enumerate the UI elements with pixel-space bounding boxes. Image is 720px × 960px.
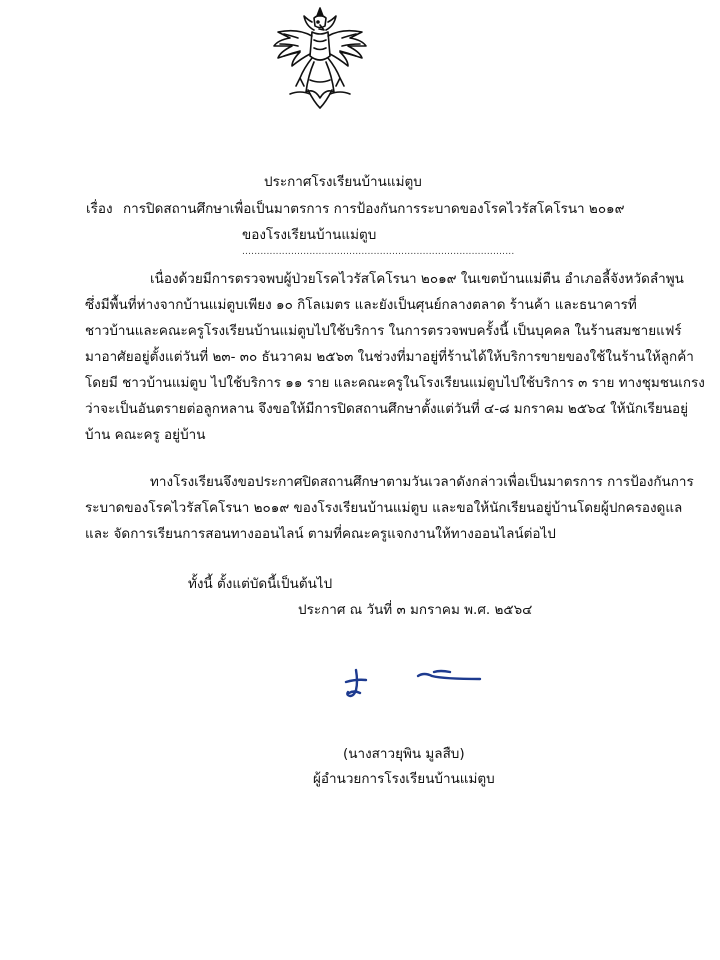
paragraph1-line: โดยมี ชาวบ้านแม่ตูบ ไปใช้บริการ ๑๑ ราย และคณะครูในโรงเรียนแม่ตูบไปใช้บริการ ๓ ราย ทางชุมชนเกรง	[85, 375, 705, 391]
paragraph1-line: บ้าน คณะครู อยู่บ้าน	[85, 427, 206, 443]
garuda-emblem-icon	[270, 6, 370, 110]
subject-label: เรื่อง	[86, 201, 113, 217]
paragraph1-line: เนื่องด้วยมีการตรวจพบผู้ป่วยโรคไวรัสโคโรนา ๒๐๑๙ ในเขตบ้านแม่ตืน อำเภอลี้จังหวัดลำพูน	[150, 271, 684, 287]
separator-line: .........................................................................................	[242, 247, 515, 257]
paragraph1-line: ชาวบ้านและคณะครูโรงเรียนบ้านแม่ตูบไปใช้บริการ ในการตรวจพบครั้งนี้ เป็นบุคคล ในร้านสมชายแฟร์	[85, 323, 682, 339]
signer-name: (นางสาวยุพิน มูลสืบ)	[343, 746, 465, 762]
paragraph2-line: ระบาดของโรคไวรัสโคโรนา ๒๐๑๙ ของโรงเรียนบ้านแม่ตูบ และขอให้นักเรียนอยู่บ้านโดยผู้ปกครองดูแล	[85, 500, 683, 516]
subject-text: การปิดสถานศึกษาเพื่อเป็นมาตรการ การป้องกันการระบาดของโรคไวรัสโคโรนา ๒๐๑๙	[123, 201, 625, 217]
signer-position: ผู้อำนวยการโรงเรียนบ้านแม่ตูบ	[313, 771, 495, 787]
paragraph1-line: ว่าจะเป็นอันตรายต่อลูกหลาน จึงขอให้มีการปิดสถานศึกษาตั้งแต่วันที่ ๔-๘ มกราคม ๒๕๖๔ ให้นักเรียนอยู่	[85, 401, 689, 417]
handwritten-signature	[340, 660, 490, 700]
subject-continuation: ของโรงเรียนบ้านแม่ตูบ	[242, 227, 377, 243]
closing-statement: ทั้งนี้ ตั้งแต่บัดนี้เป็นต้นไป	[188, 576, 333, 592]
paragraph1-line: มาอาศัยอยู่ตั้งแต่วันที่ ๒๓- ๓๐ ธันวาคม ๒๕๖๓ ในช่วงที่มาอยู่ที่ร้านได้ให้บริการขายของใช้ในร้านให้ลูกค้า	[85, 349, 694, 365]
paragraph1-line: ซึ่งมีพื้นที่ห่างจากบ้านแม่ตูบเพียง ๑๐ กิโลเมตร และยังเป็นศุนย์กลางตลาด ร้านค้า และธนาคารที่	[85, 297, 637, 313]
paragraph2-line: ทางโรงเรียนจึงขอประกาศปิดสถานศึกษาตามวันเวลาดังกล่าวเพื่อเป็นมาตรการ การป้องกันการ	[150, 474, 694, 490]
announcement-date: ประกาศ ณ วันที่ ๓ มกราคม พ.ศ. ๒๕๖๔	[298, 602, 533, 618]
announcement-title: ประกาศโรงเรียนบ้านแม่ตูบ	[264, 174, 422, 190]
paragraph2-line: และ จัดการเรียนการสอนทางออนไลน์ ตามที่คณะครูแจกงานให้ทางออนไลน์ต่อไป	[85, 526, 556, 542]
